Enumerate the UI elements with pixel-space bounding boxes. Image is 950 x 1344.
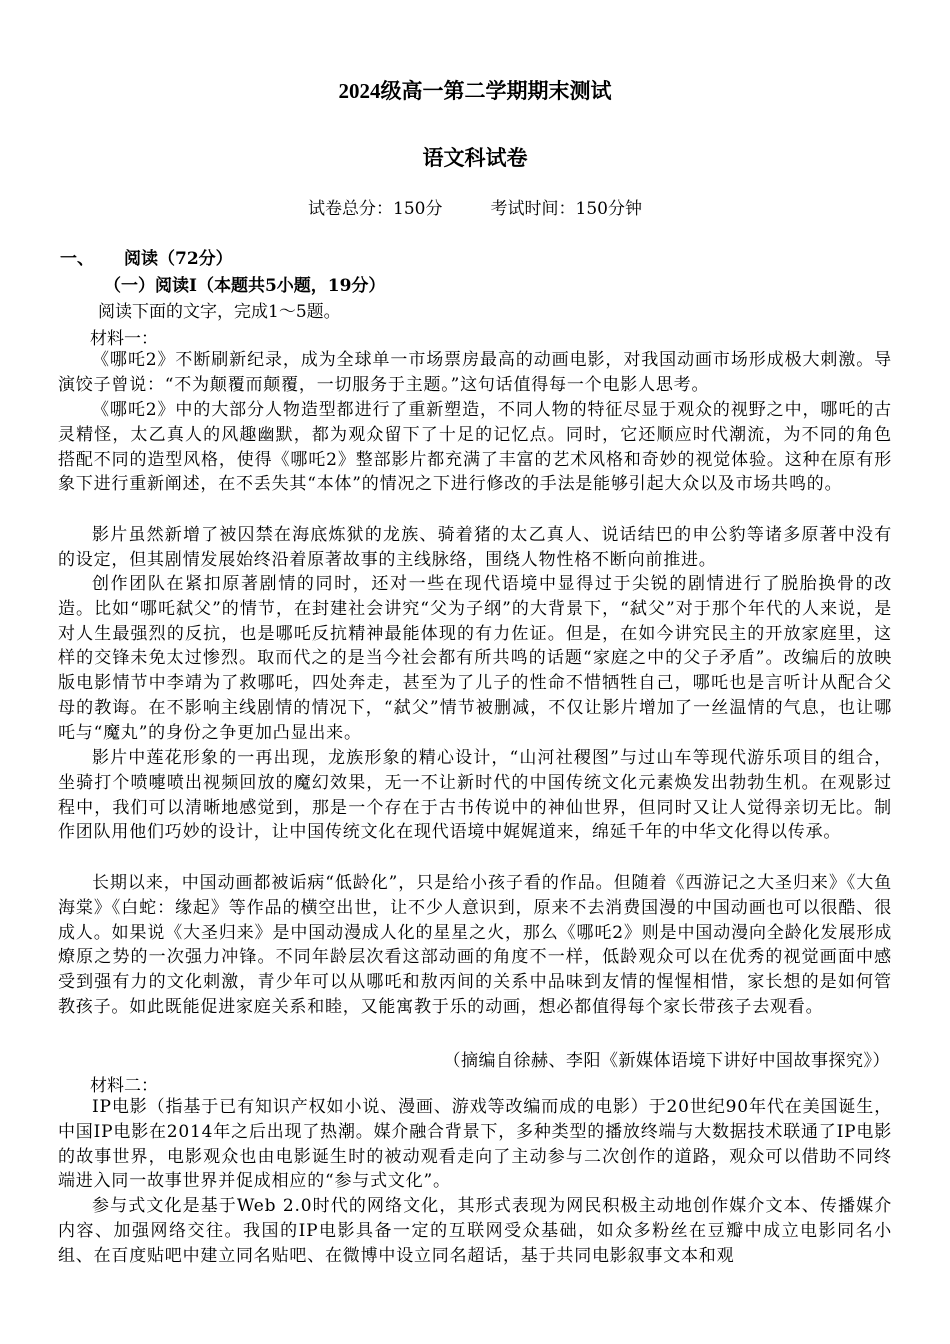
paragraph: 参与式文化是基于Web 2.0时代的网络文化，其形式表现为网民积极主动地创作媒介文本、传播媒介内容、加强网络交往。我国的IP电影具备一定的互联网受众基础，如众多粉丝在豆瓣中成立电影同名小组、在百度贴吧中建立同名贴吧、在微博中设立同名超话，基于共同电影叙事文本和观 xyxy=(58,1196,892,1266)
exam-title: 2024级高一第二学期期末测试 xyxy=(338,79,612,103)
paragraph: 长期以来，中国动画都被诟病“低龄化”，只是给小孩子看的作品。但随着《西游记之大圣归来》《大鱼海棠》《白蛇：缘起》等作品的横空出世，让不少人意识到，原来不去消费国漫的中国动画也可以很酷、很成人。如果说《大圣归来》是中国动漫成人化的星星之火，那么《哪吒2》则是中国动漫向全龄化发展形成燎原之势的一次强力冲锋。不同年龄层次看这部动画的角度不一样，低龄观众可以在优秀的视觉画面中感受到强有力的文化刺激，青少年可以从哪吒和敖丙间的关系中品味到友情的惺惺相惜，家长想的是如何管教孩子。如此既能促进家庭关系和睦，又能寓教于乐的动画，想必都值得每个家长带孩子去观看。 xyxy=(58,873,892,1017)
section-title: 阅读（72分） xyxy=(124,249,233,269)
section-number: 一、 xyxy=(60,249,94,269)
paragraph: 创作团队在紧扣原著剧情的同时，还对一些在现代语境中显得过于尖锐的剧情进行了脱胎换骨的改造。比如“哪吒弑父”的情节，在封建社会讲究“父为子纲”的大背景下，“弑父”对于那个年代的人来说，是对人生最强烈的反抗，也是哪吒反抗精神最能体现的有力佐证。但是，在如今讲究民主的开放家庭里，这样的交锋未免太过惨烈。取而代之的是当今社会都有所共鸣的话题“家庭之中的父子矛盾”。改编后的放映版电影情节中李靖为了救哪吒，四处奔走，甚至为了儿子的性命不惜牺牲自己，哪吒也是言听计从配合父母的教诲。在不影响主线剧情的情况下，“弑父”情节被删减，不仅让影片增加了一丝温情的气息，也让哪吒与“魔丸”的身份之争更加凸显出来。 xyxy=(58,574,892,743)
exam-time: 考试时间：150分钟 xyxy=(490,199,642,219)
paragraph: 《哪吒2》不断刷新纪录，成为全球单一市场票房最高的动画电影，对我国动画市场形成极大刺激。导演饺子曾说：“不为颠覆而颠覆，一切服务于主题。”这句话值得每一个电影人思考。 xyxy=(58,350,892,395)
instruction: 阅读下面的文字，完成1～5题。 xyxy=(98,302,341,322)
source-citation: （摘编自徐赫、李阳《新媒体语境下讲好中国故事探究》） xyxy=(443,1051,890,1071)
material-label: 材料一： xyxy=(90,329,158,349)
material-label: 材料二： xyxy=(90,1076,158,1096)
paragraph: 影片中莲花形象的一再出现，龙族形象的精心设计，“山河社稷图”与过山车等现代游乐项目的组合，坐骑打个喷嚏喷出视频回放的魔幻效果，无一不让新时代的中国传统文化元素焕发出勃勃生机。在观影过程中，我们可以清晰地感觉到，那是一个存在于古书传说中的神仙世界，但同时又让人觉得亲切无比。制作团队用他们巧妙的设计，让中国传统文化在现代语境中娓娓道来，绵延千年的中华文化得以传承。 xyxy=(58,748,892,843)
exam-meta xyxy=(0,194,950,219)
subsection-title: （一）阅读Ⅰ（本题共5小题，19分） xyxy=(104,276,386,296)
paragraph: 影片虽然新增了被囚禁在海底炼狱的龙族、骑着猪的太乙真人、说话结巴的申公豹等诸多原著中没有的设定，但其剧情发展始终沿着原著故事的主线脉络，围绕人物性格不断向前推进。 xyxy=(58,525,892,570)
paragraph: 《哪吒2》中的大部分人物造型都进行了重新塑造，不同人物的特征尽显于观众的视野之中，哪吒的古灵精怪，太乙真人的风趣幽默，都为观众留下了十足的记忆点。同时，它还顺应时代潮流，为不同的角色搭配不同的造型风格，使得《哪吒2》整部影片都充满了丰富的艺术风格和奇妙的视觉体验。这种在原有形象下进行重新阐述，在不丢失其“本体”的情况之下进行修改的手法是能够引起大众以及市场共鸣的。 xyxy=(58,400,892,495)
subject-title: 语文科试卷 xyxy=(422,146,528,170)
paragraph: IP电影（指基于已有知识产权如小说、漫画、游戏等改编而成的电影）于20世纪90年代在美国诞生，中国IP电影在2014年之后出现了热潮。媒介融合背景下，多种类型的播放终端与大数据技术联通了IP电影的故事世界，电影观众也由电影诞生时的被动观看走向了主动参与二次创作的道路，观众可以借助不同终端进入同一故事世界并促成相应的“参与式文化”。 xyxy=(58,1097,892,1192)
total-score: 试卷总分：150分 xyxy=(308,199,443,219)
